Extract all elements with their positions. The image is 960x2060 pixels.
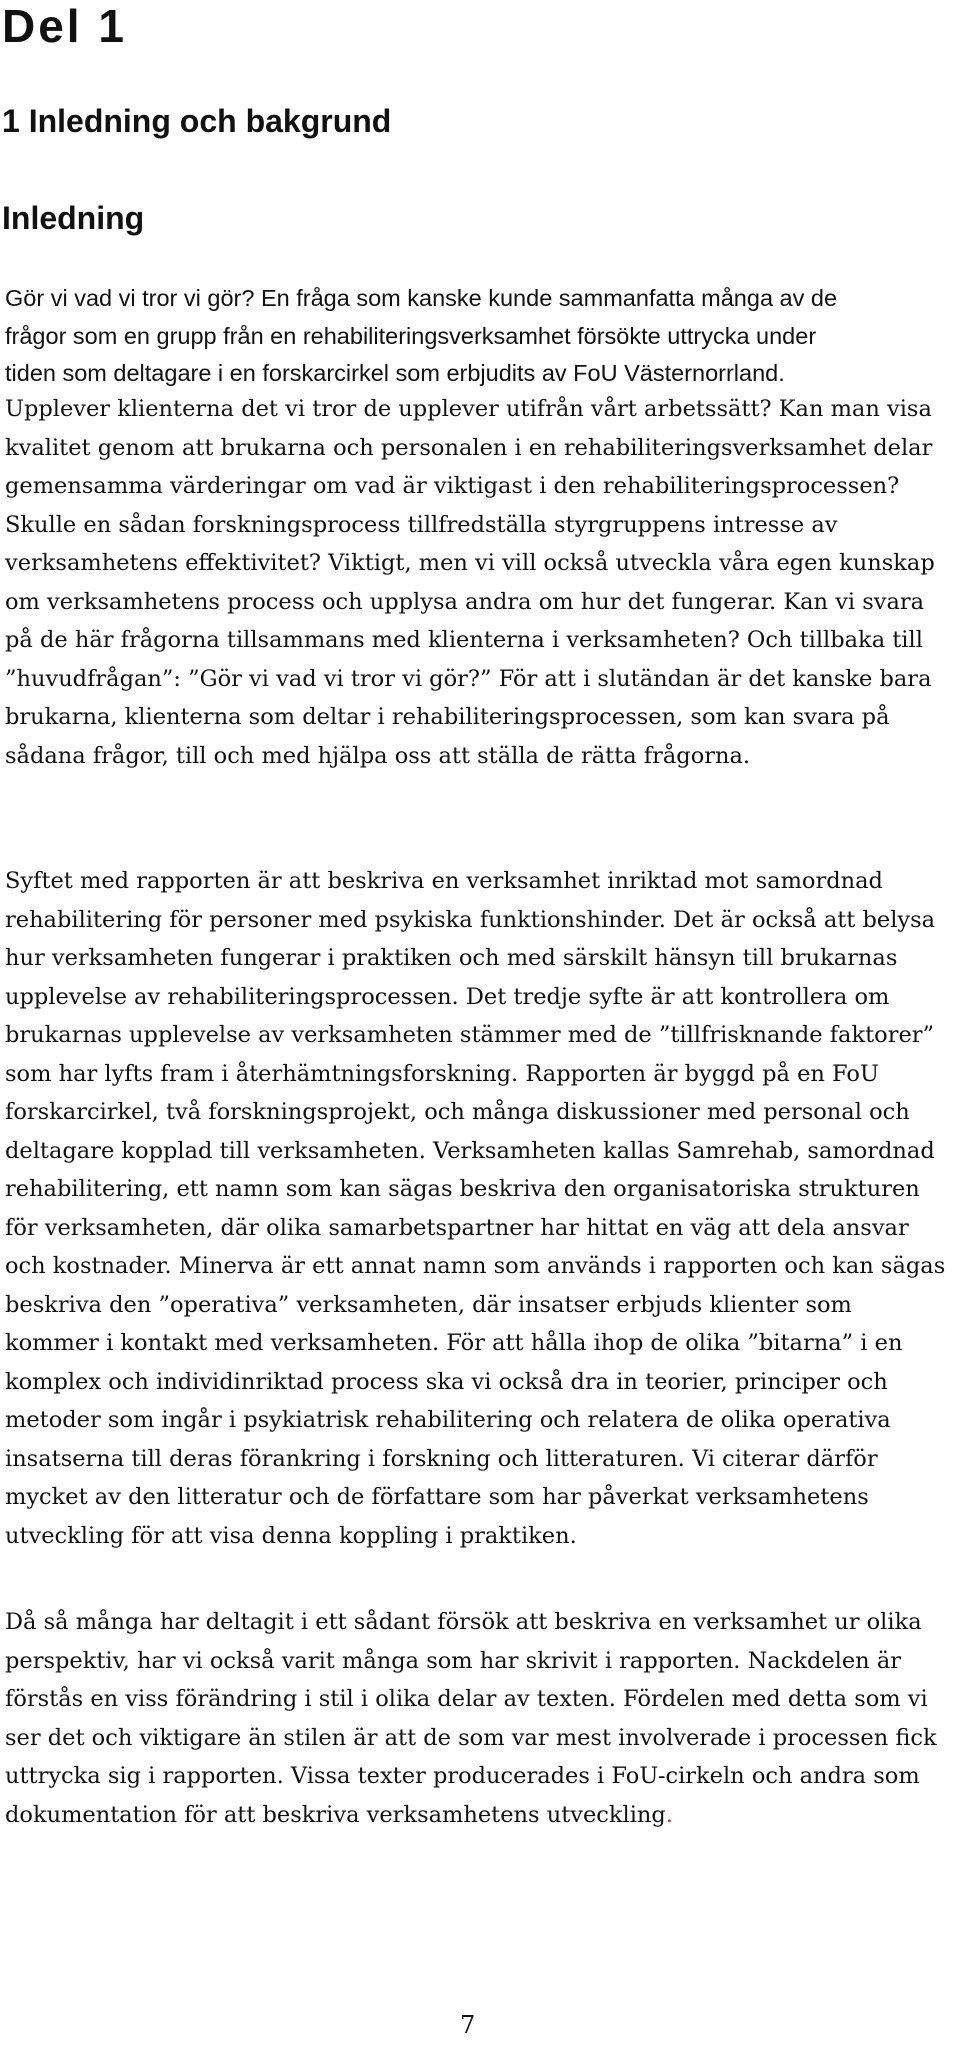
paragraph-questions: Upplever klienterna det vi tror de upplever utifrån vårt arbetssätt? Kan man visa kvalitet genom att brukarna och personalen i en rehabiliteringsverksamhet delar gemensamma värderingar om vad är viktigast i den rehabiliteringsprocessen? Skulle en sådan forskningsprocess tillfredställa styrgruppens intresse av verksamhetens effektivitet? Viktigt, men vi vill också utveckla våra egen kunskap om verksamhetens process och upplysa andra om hur det fungerar. Kan vi svara på de här frågorna tillsammans med klienterna i verksamheten? Och tillbaka till ”huvudfrågan”: ”Gör vi vad vi tror vi gör?” För att i slutändan är det kanske bara brukarna, klienterna som deltar i rehabiliteringsprocessen, som kan svara på sådana frågor, till och med hjälpa oss att ställa de rätta frågorna.: [5, 396, 935, 769]
paragraph-end-period: .: [665, 1801, 673, 1828]
intro-line: tiden som deltagare i en forskarcirkel som erbjudits av FoU Västernorrland.: [5, 360, 785, 386]
chapter-heading: 1 Inledning och bakgrund: [2, 103, 392, 139]
paragraph-purpose: Syftet med rapporten är att beskriva en verksamhet inriktad mot samordnad rehabilitering för personer med psykiska funktionshinder. Det är också att belysa hur verksamheten fungerar i praktiken och med särskilt hänsyn till brukarnas upplevelse av rehabiliteringsprocessen. Det tredje syfte är att kontrollera om brukarnas upplevelse av verksamheten stämmer med de ”tillfrisknande faktorer” som har lyfts fram i återhämtningsforskning. Rapporten är byggd på en FoU forskarcirkel, två forskningsprojekt, och många diskussioner med personal och deltagare kopplad till verksamheten. Verksamheten kallas Samrehab, samordnad rehabilitering, ett namn som kan sägas beskriva den organisatoriska strukturen för verksamheten, där olika samarbetspartner har hittat en väg att dela ansvar och kostnader. Minerva är ett annat namn som används i rapporten och kan sägas beskriva den ”operativa” verksamheten, där insatser erbjuds klienter som kommer i kontakt med verksamheten. För att hålla ihop de olika ”bitarna” i en komplex och individinriktad process ska vi också dra in teorier, principer och metoder som ingår i psykiatrisk rehabilitering och relatera de olika operativa insatserna till deras förankring i forskning och litteraturen. Vi citerar därför mycket av den litteratur och de författare som har påverkat verksamhetens utveckling för att visa denna koppling i praktiken.: [5, 868, 946, 1549]
intro-line: Gör vi vad vi tror vi gör? En fråga som kanske kunde sammanfatta många av de: [5, 285, 838, 311]
paragraph-authors: [5, 1603, 950, 1834]
page-number: 7: [460, 2011, 476, 2039]
part-heading: Del 1: [2, 0, 127, 52]
intro-lines: [5, 280, 950, 393]
intro-line: frågor som en grupp från en rehabiliteringsverksamhet försökte uttrycka under: [5, 322, 817, 349]
paragraph-authors-text: Då så många har deltagit i ett sådant försök att beskriva en verksamhet ur olika perspektiv, har vi också varit många som har skrivit i rapporten. Nackdelen är förstås en viss förändring i stil i olika delar av texten. Fördelen med detta som vi ser det och viktigare än stilen är att de som var mest involverade i processen fick uttrycka sig i rapporten. Vissa texter producerades i FoU-cirkeln och andra som dokumentation för att beskriva verksamhetens utveckling: [5, 1609, 937, 1828]
section-heading: Inledning: [2, 200, 145, 236]
